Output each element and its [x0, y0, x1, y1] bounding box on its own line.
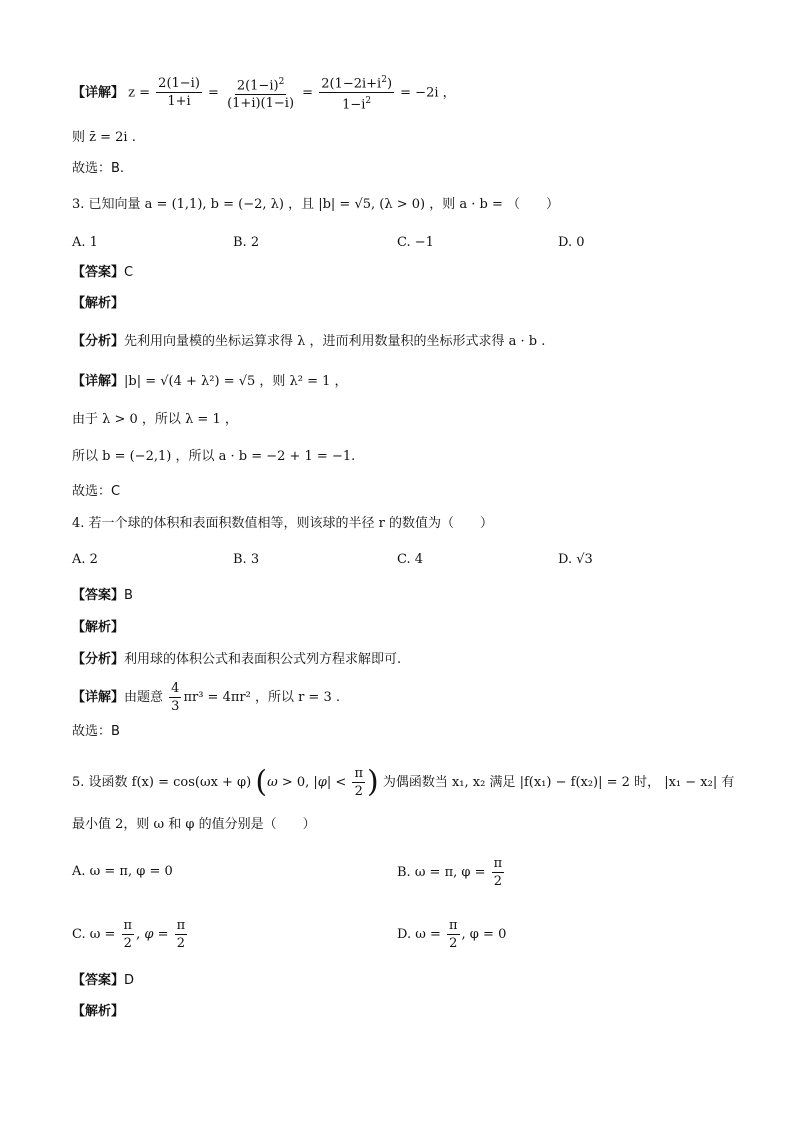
q3-step2: 所以 b = (−2,1) ，所以 a · b = −2 + 1 = −1. — [72, 449, 356, 464]
answer-label: 【答案】 — [72, 588, 125, 603]
q5-option-d: D. ω = $\frac{\pi}{2}$ , φ = 0 — [397, 918, 507, 951]
q3-option-b: B. 2 — [233, 235, 260, 250]
q5-stem-fraction: $\frac{\pi}{2}$ — [354, 766, 363, 799]
analysis-sub-label: 【分析】 — [72, 652, 125, 667]
q3-analysis-line — [72, 332, 545, 352]
q4-option-a: A. 2 — [72, 552, 98, 567]
q4-choice: 故选：B — [72, 724, 120, 739]
analysis-label: 【解析】 — [72, 296, 125, 311]
q3-step1: 由于 λ > 0 ，所以 λ = 1 ， — [72, 412, 238, 427]
q2-z-prefix: z = — [128, 85, 151, 101]
q3-answer: C — [124, 265, 134, 280]
q4-detail-prefix: 由题意 — [124, 690, 164, 705]
analysis-label: 【解析】 — [72, 620, 125, 635]
q4-option-c: C. 4 — [397, 552, 424, 567]
q3-option-c: C. −1 — [397, 235, 434, 250]
q4-stem: 4. 若一个球的体积和表面积数值相等，则该球的半径 r 的数值为（ ） — [72, 516, 494, 531]
q2-fraction-1: $\frac{2(1-i)}{1+i}$ — [158, 76, 200, 110]
q5-analysis-label — [72, 1002, 124, 1022]
q4-detail-line — [72, 680, 340, 715]
q5-option-c: C. ω = $\frac{\pi}{2}$ , φ = $\frac{\pi}{2}$ — [72, 918, 186, 951]
detail-label: 【详解】 — [72, 374, 125, 389]
q5-stem-prefix: 5. 设函数 f(x) = cos(ωx + φ) — [72, 775, 252, 790]
q5-stem-line2: 最小值 2，则 ω 和 φ 的值分别是（ ） — [72, 817, 316, 832]
q2-result: = −2i ， — [400, 85, 456, 101]
analysis-sub-label: 【分析】 — [72, 334, 125, 349]
analysis-label: 【解析】 — [72, 1004, 125, 1019]
q3-option-d: D. 0 — [558, 235, 585, 250]
q3-detail: |b| = √(4 + λ²) = √5 ，则 λ² = 1 ， — [124, 374, 348, 389]
q3-detail-line — [72, 372, 348, 392]
q3-stem: 3. 已知向量 a = (1,1), b = (−2, λ) ，且 |b| = √5, (λ > 0) ，则 a · b = （ ） — [72, 197, 559, 212]
q5-answer: D — [124, 973, 135, 988]
q2-conclusion: 则 z̄ = 2i . — [72, 130, 136, 145]
q4-analysis-label — [72, 618, 124, 638]
q3-choice: 故选：C — [72, 484, 121, 499]
answer-label: 【答案】 — [72, 973, 125, 988]
q4-answer-line — [72, 586, 133, 606]
q5-answer-line — [72, 971, 134, 991]
detail-label: 【详解】 — [72, 85, 125, 101]
q3-option-a: A. 1 — [72, 235, 98, 250]
q4-fraction: $\frac{4}{3}$ — [171, 681, 180, 714]
q4-analysis-line — [72, 650, 401, 670]
q3-analysis-label — [72, 294, 124, 314]
q2-fraction-2: $\frac{2(1-i)^2}{(1+i)(1-i)}$ — [225, 74, 296, 112]
q4-option-b: B. 3 — [233, 552, 260, 567]
q2-detail-line: 【详解】 z = $\frac{2(1-i)}{1+i}$ = $\frac{2(1-i)^2}{(1+i)(1-i)}$ = $\frac{2(1-2i+i^2)}{1-i^2}$ = −2i ， — [72, 72, 456, 114]
q4-answer: B — [124, 588, 133, 603]
q2-choice: 故选：B. — [72, 161, 125, 176]
q5-stem-middle: 为偶函数当 x₁, x₂ 满足 |f(x₁) − f(x₂)| = 2 时， |x₁ − x₂| 有 — [382, 775, 735, 790]
q4-detail-rest: πr³ = 4πr² ，所以 r = 3 . — [183, 690, 340, 705]
q5-option-a: A. ω = π, φ = 0 — [72, 864, 173, 879]
q5-option-b: B. ω = π, φ = $\frac{\pi}{2}$ — [397, 856, 503, 889]
q5-stem-line1: 5. 设函数 f(x) = cos(ωx + φ) (ω > 0, |φ| < $\frac{\pi}{2}$ ) 为偶函数当 x₁, x₂ 满足 |f(x₁) − f(x₂)| = 2 时， |x₁ − x₂| 有 — [72, 764, 735, 800]
q3-analysis: 先利用向量模的坐标运算求得 λ ，进而利用数量积的坐标形式求得 a · b . — [124, 334, 546, 349]
detail-label: 【详解】 — [72, 690, 125, 705]
q4-analysis: 利用球的体积公式和表面积公式列方程求解即可. — [124, 652, 402, 667]
q4-option-d: D. √3 — [558, 552, 593, 567]
answer-label: 【答案】 — [72, 265, 125, 280]
q3-answer-line — [72, 263, 133, 283]
q2-fraction-3: $\frac{2(1-2i+i^2)}{1-i^2}$ — [319, 72, 394, 114]
